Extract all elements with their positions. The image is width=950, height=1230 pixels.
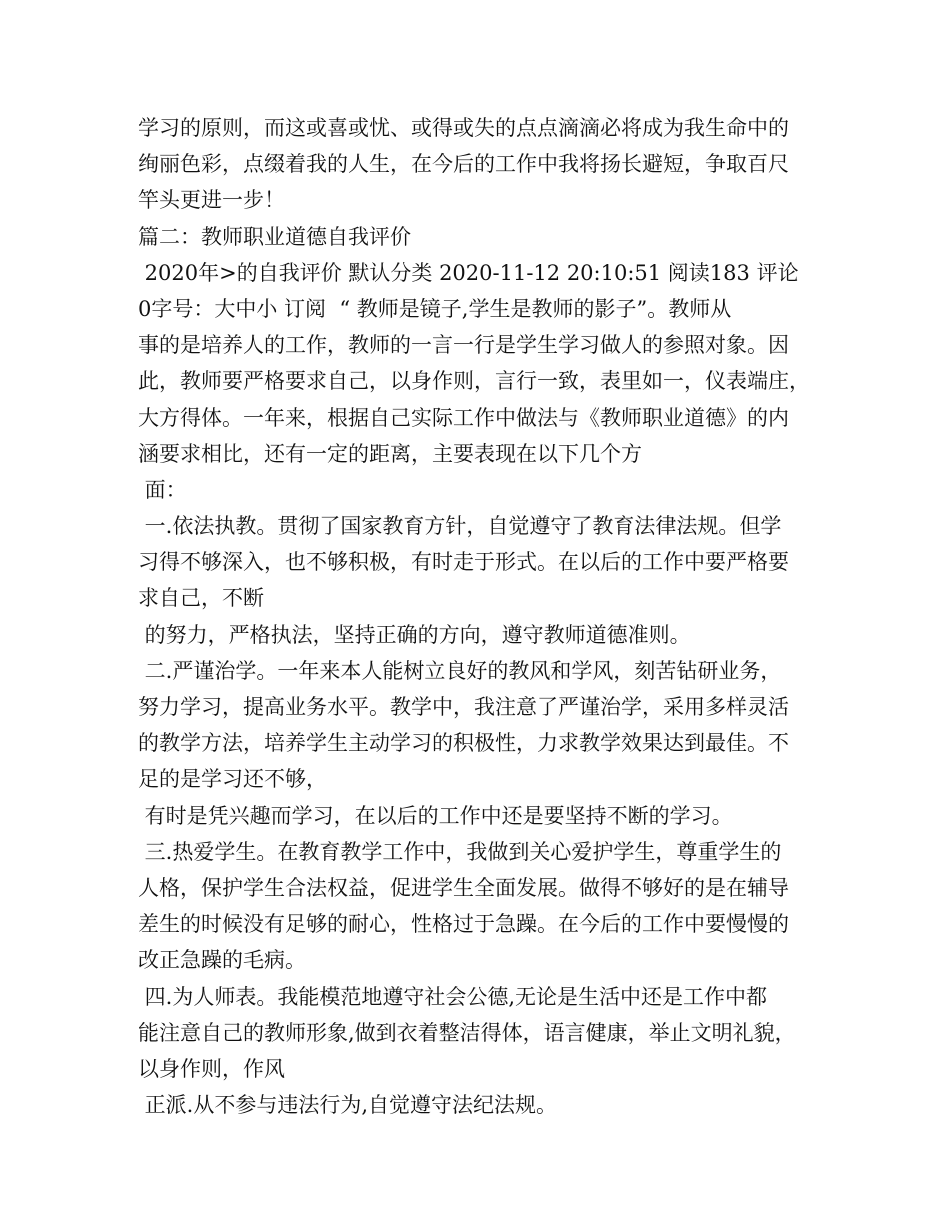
- text-line: 有时是凭兴趣而学习，在以后的工作中还是要坚持不断的学习。: [138, 803, 733, 828]
- text-line: 绚丽色彩，点缀着我的人生，在今后的工作中我将扬长避短，争取百尺: [138, 152, 789, 177]
- text-line: 面：: [138, 477, 187, 502]
- text-line: 差生的时候没有足够的耐心，性格过于急躁。在今后的工作中要慢慢的: [138, 912, 789, 937]
- text-line: 的努力，严格执法，坚持正确的方向，遵守教师道德准则。: [138, 622, 691, 647]
- text-line: 求自己，不断: [138, 586, 264, 611]
- text-line: 此，教师要严格要求自己，以身作则，言行一致，表里如一，仪表端庄，: [138, 369, 810, 394]
- text-line: 足的是学习还不够，: [138, 767, 327, 792]
- text-line: 习得不够深入，也不够积极，有时走于形式。在以后的工作中要严格要: [138, 550, 789, 575]
- text-line: 涵要求相比，还有一定的距离，主要表现在以下几个方: [138, 441, 642, 466]
- text-line: 正派.从不参与违法行为,自觉遵守法纪法规。: [138, 1093, 558, 1118]
- document-body: [138, 110, 818, 1123]
- text-line: 事的是培养人的工作，教师的一言一行是学生学习做人的参照对象。因: [138, 333, 789, 358]
- section-heading: 篇二：教师职业道德自我评价: [138, 224, 411, 249]
- post-meta-line: 2020年>的自我评价 默认分类 2020-11-12 20:10:51 阅读183 评论: [138, 260, 799, 285]
- text-line: 的教学方法，培养学生主动学习的积极性，力求教学效果达到最佳。不: [138, 731, 789, 756]
- text-line: 竿头更进一步！: [138, 188, 285, 213]
- text-line: 四.为人师表。我能模范地遵守社会公德,无论是生活中还是工作中都: [138, 984, 768, 1009]
- text-line: 三.热爱学生。在教育教学工作中，我做到关心爱护学生，尊重学生的: [138, 839, 782, 864]
- text-line: 能注意自己的教师形象,做到衣着整洁得体，语言健康，举止文明礼貌，: [138, 1020, 796, 1045]
- text-line: 改正急躁的毛病。: [138, 948, 306, 973]
- text-line: 一.依法执教。贯彻了国家教育方针，自觉遵守了教育法律法规。但学: [138, 514, 782, 539]
- text-line: 0字号：大中小 订阅 “ 教师是镜子,学生是教师的影子”。教师从: [138, 296, 732, 321]
- text-line: 人格，保护学生合法权益，促进学生全面发展。做得不够好的是在辅导: [138, 875, 789, 900]
- text-line: 二.严谨治学。一年来本人能树立良好的教风和学风，刻苦钻研业务，: [138, 658, 782, 683]
- text-line: 努力学习，提高业务水平。教学中，我注意了严谨治学，采用多样灵活: [138, 695, 789, 719]
- text-line: 学习的原则，而这或喜或忧、或得或失的点点滴滴必将成为我生命中的: [138, 116, 789, 140]
- text-line: 以身作则，作风: [138, 1056, 285, 1081]
- text-line: 大方得体。一年来，根据自己实际工作中做法与《教师职业道德》的内: [138, 405, 789, 430]
